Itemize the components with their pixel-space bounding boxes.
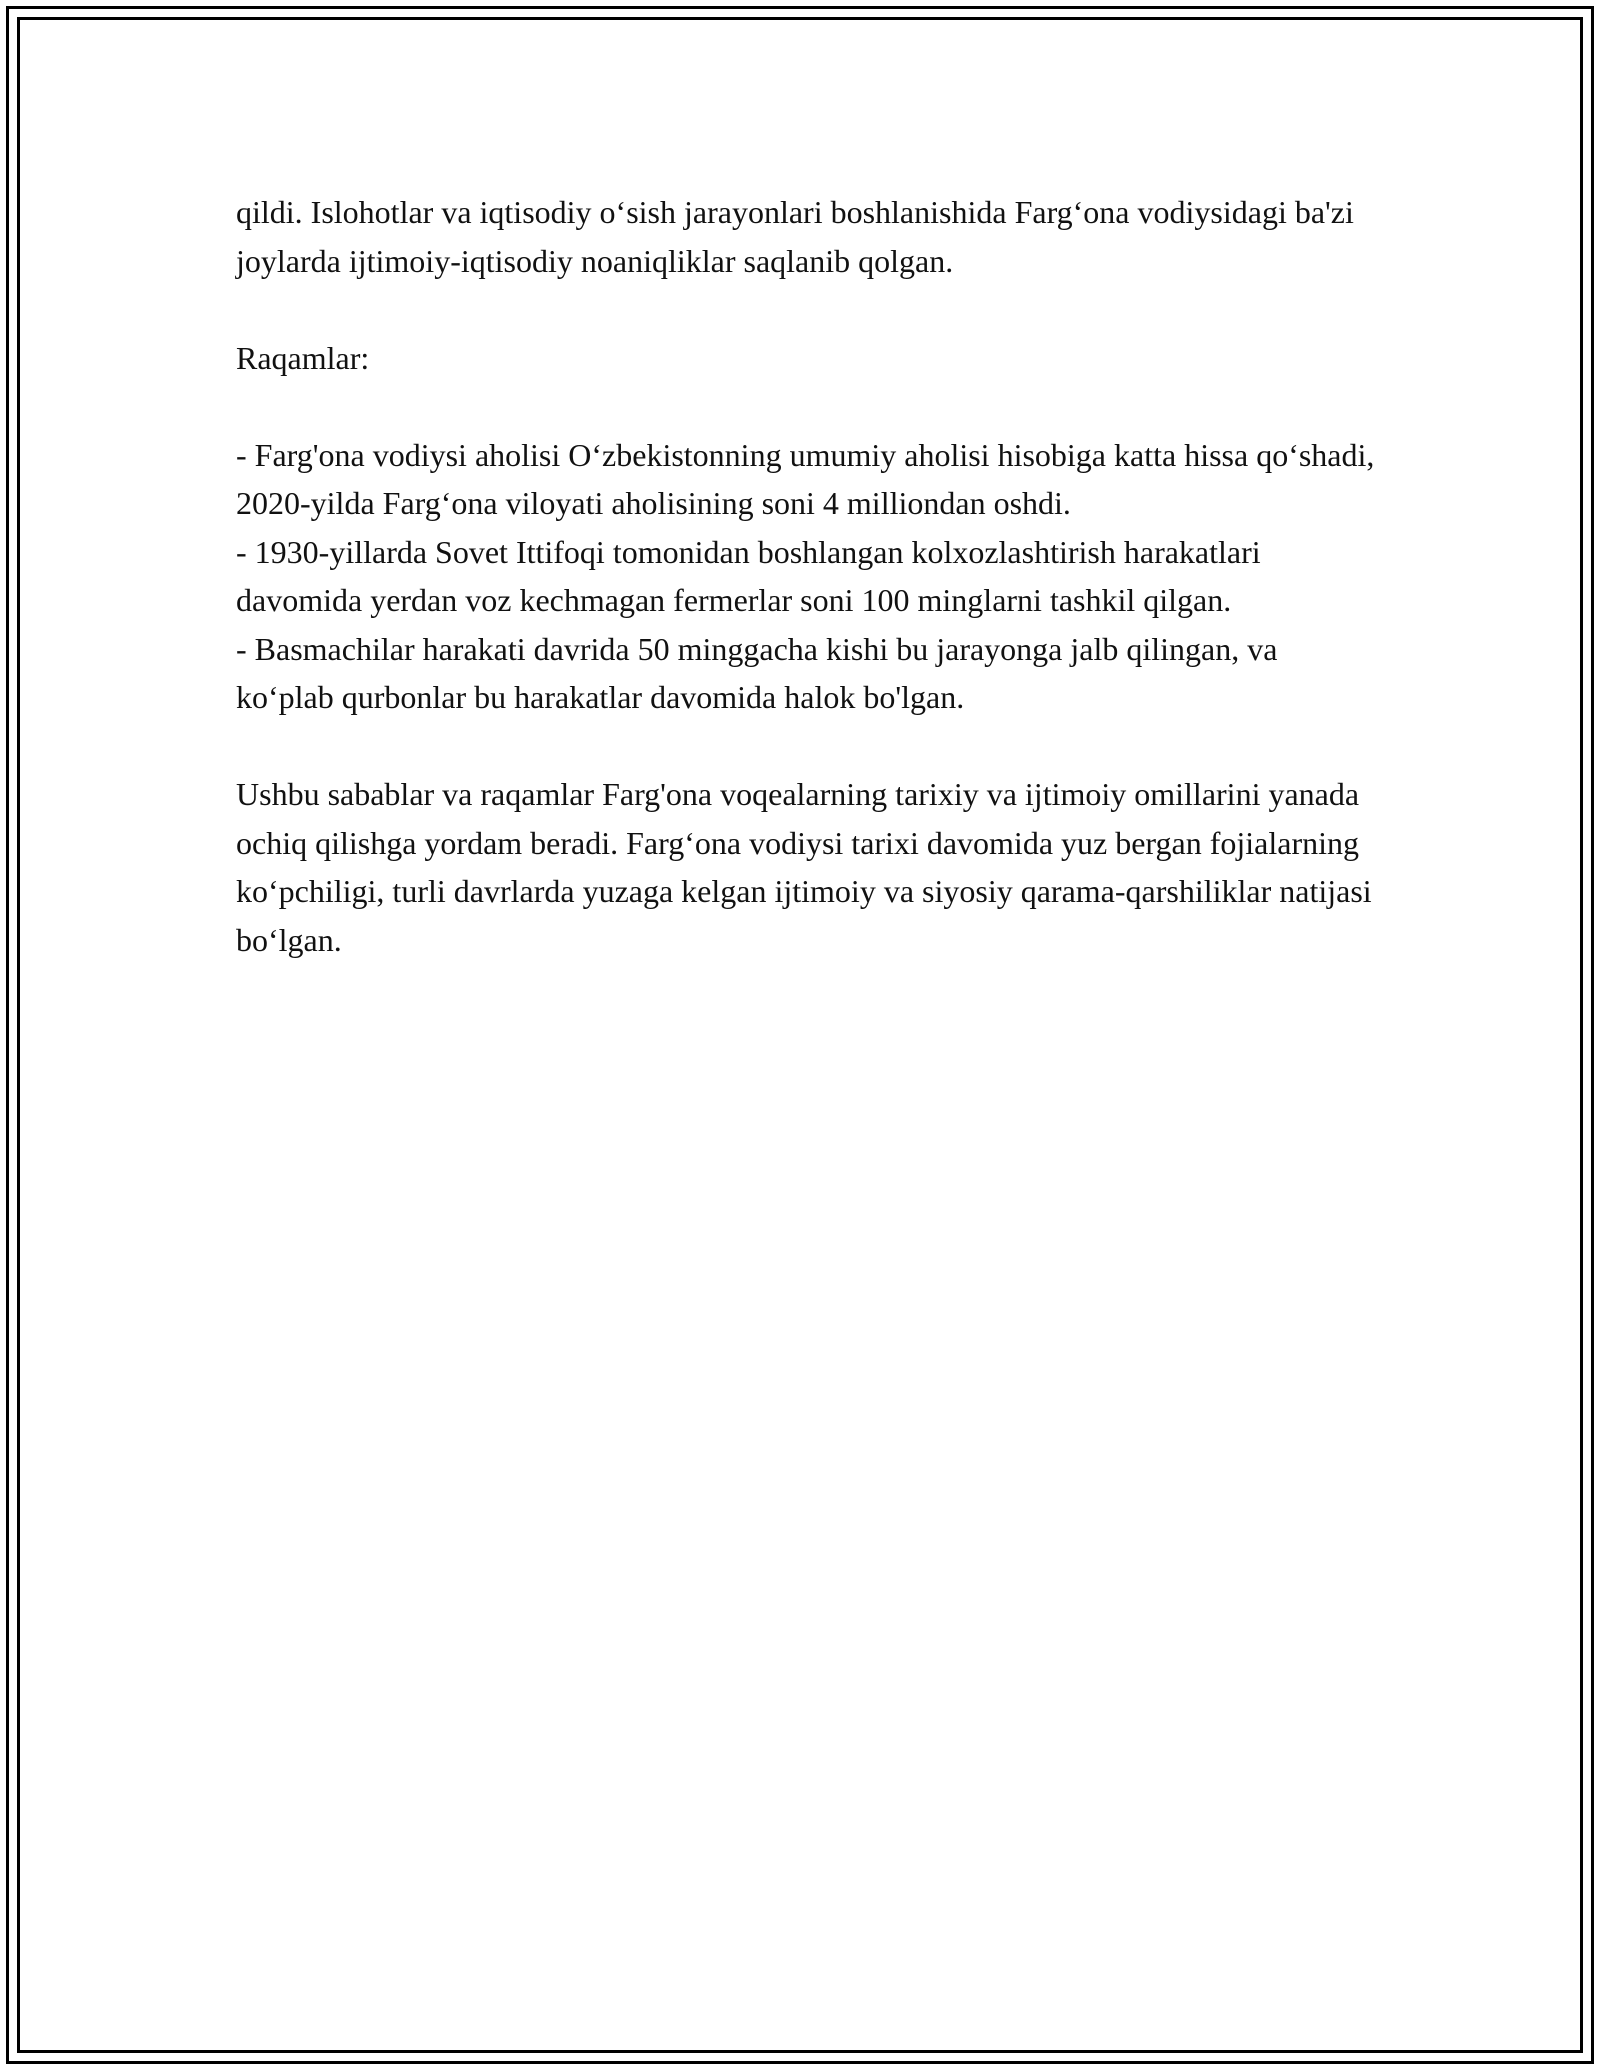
paragraph-spacer: [236, 285, 1376, 334]
bullet-item-basmachi: - Basmachilar harakati davrida 50 minggacha kishi bu jarayonga jalb qilingan, va ko‘plab qurbonlar bu harakatlar davomida halok bo'lgan.: [236, 630, 1278, 715]
document-body: [236, 188, 1376, 964]
bullet-item-population: - Farg'ona vodiysi aholisi O‘zbekistonning umumiy aholisi hisobiga katta hissa qo‘shadi, 2020-yilda Farg‘ona viloyati aholisining soni 4 milliondan oshdi.: [236, 436, 1375, 521]
paragraph-spacer: [236, 722, 1376, 771]
numbers-heading: Raqamlar:: [236, 339, 370, 376]
conclusion-paragraph: Ushbu sabablar va raqamlar Farg'ona voqealarning tarixiy va ijtimoiy omillarini yanada ochiq qilishga yordam beradi. Farg‘ona vodiysi tarixi davomida yuz bergan fojialarning ko‘pchiligi, turli davrlarda yuzaga kelgan ijtimoiy va siyosiy qarama-qarshiliklar natijasi bo‘lgan.: [236, 776, 1372, 958]
bullet-item-collectivization: - 1930-yillarda Sovet Ittifoqi tomonidan boshlangan kolxozlashtirish harakatlari davomida yerdan voz kechmagan fermerlar soni 100 minglarni tashkil qilgan.: [236, 533, 1261, 618]
paragraph-spacer: [236, 382, 1376, 431]
intro-paragraph: qildi. Islohotlar va iqtisodiy o‘sish jarayonlari boshlanishida Farg‘ona vodiysidagi ba'zi joylarda ijtimoiy-iqtisodiy noaniqliklar saqlanib qolgan.: [236, 194, 1354, 279]
